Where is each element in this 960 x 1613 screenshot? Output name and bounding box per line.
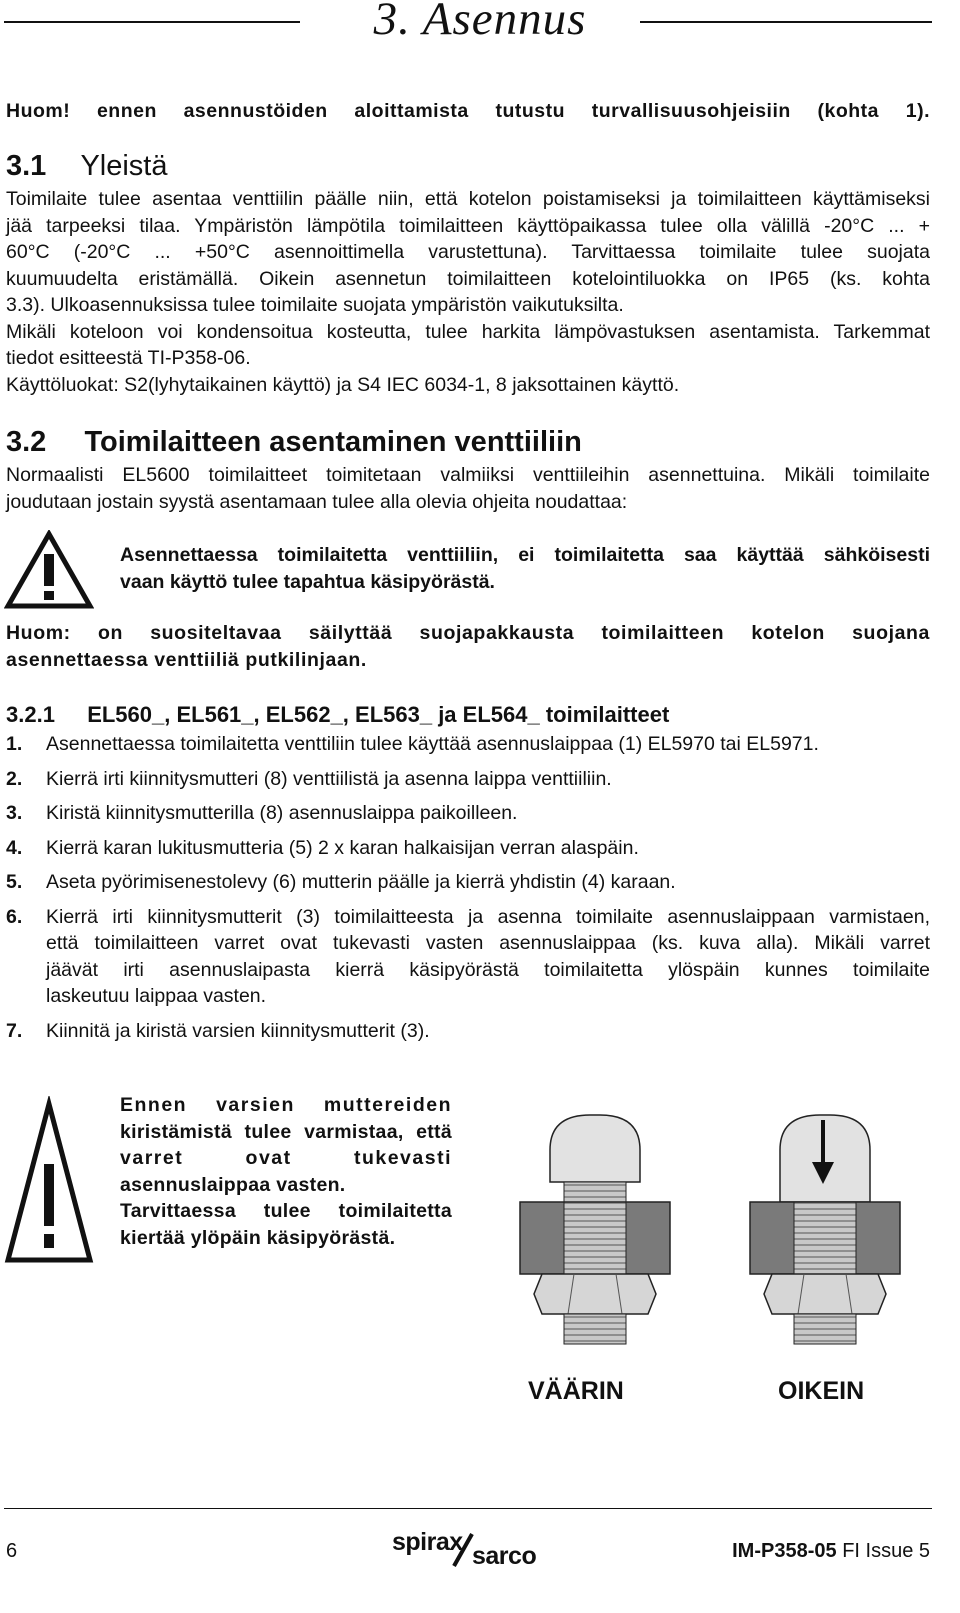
- step-text: Kiinnitä ja kiristä varsien kiinnitysmutterit (3).: [46, 1019, 430, 1042]
- step-text: että toimilaitteen varret ovat tukevasti vasten asennuslaippaa (ks. kuva alla). Mikäli varret: [46, 932, 930, 954]
- step-item: [6, 800, 930, 827]
- step-text: laskeutuu laippaa vasten.: [46, 985, 267, 1007]
- paragraph-line: Käyttöluokat: S2(lyhytaikainen käyttö) ja S4 IEC 6034-1, 8 jaksottainen käyttö.: [6, 373, 680, 396]
- caution-line: varret ovat tukevasti: [120, 1147, 452, 1169]
- step-number: 4.: [6, 836, 23, 859]
- warning-line: vaan käyttö tulee tapahtua käsipyörästä.: [120, 570, 495, 593]
- step-item: [6, 835, 930, 862]
- step-text: Kierrä irti kiinnitysmutterit (3) toimilaitteesta ja asenna toimilaite asennuslaippaan varmistaen,: [46, 905, 930, 928]
- paragraph-line: tiedot esitteestä TI-P358-06.: [6, 347, 251, 369]
- page-number: 6: [6, 1540, 18, 1562]
- caution-line: asennuslaippaa vasten.: [120, 1173, 346, 1196]
- safety-notice: Huom! ennen asennustöiden aloittamista tutustu turvallisuusohjeisiin (kohta 1).: [6, 100, 930, 122]
- step-text: Kierrä karan lukitusmutteria (5) 2 x karan halkaisijan verran alaspäin.: [46, 836, 639, 859]
- page-title: 3. Asennus: [373, 0, 587, 45]
- spirax-sarco-logo: [392, 1528, 562, 1572]
- step-number: 7.: [6, 1019, 23, 1042]
- right-label: OIKEIN: [778, 1377, 865, 1405]
- paragraph-line: Normaalisti EL5600 toimilaitteet toimitetaan valmiiksi venttiileihin asennettuina. Mikäli toimilaite: [6, 464, 930, 486]
- section-title: Toimilaitteen asentaminen venttiiliin: [84, 426, 582, 458]
- note-text: [6, 620, 930, 673]
- footer-rule: [4, 1508, 932, 1509]
- section-3-2-1-heading: [6, 702, 669, 728]
- section-number: 3.2: [6, 426, 47, 458]
- caution-text: [120, 1092, 452, 1251]
- right-assembly-drawing: [750, 1115, 900, 1344]
- install-steps-list: [6, 731, 930, 1044]
- caution-line: Ennen varsien muttereiden: [120, 1094, 452, 1116]
- issue: FI Issue 5: [842, 1540, 930, 1562]
- warning-text: [120, 542, 930, 595]
- step-number: 2.: [6, 767, 23, 790]
- note-line: asennettaessa venttiiliä putkilinjaan.: [6, 648, 367, 671]
- wrong-assembly-drawing: [520, 1115, 670, 1344]
- step-item: [6, 869, 930, 896]
- step-number: 3.: [6, 802, 23, 824]
- step-item: [6, 766, 930, 793]
- logo-word-spirax: spirax: [392, 1528, 463, 1556]
- doc-ref: IM-P358-05: [732, 1540, 837, 1562]
- caution-line: kiertää ylöpäin käsipyörästä.: [120, 1226, 396, 1249]
- paragraph-line: jää tarpeeksi tilaa. Ympäristön lämpötila toimilaitteen käyttöpaikassa tulee olla välillä -20°C ... +: [6, 214, 930, 237]
- step-text: Kierrä irti kiinnitysmutteri (8) venttiilistä ja asenna laippa venttiiliin.: [46, 767, 612, 790]
- wrong-label: VÄÄRIN: [528, 1377, 624, 1405]
- paragraph-line: Toimilaite tulee asentaa venttiilin päälle niin, että kotelon poistamiseksi ja toimilaitteen käyttämiseksi: [6, 188, 930, 210]
- section-3-2-body: [6, 462, 930, 515]
- caution-triangle-icon: [4, 1096, 94, 1268]
- step-number: 5.: [6, 871, 23, 893]
- step-number: 1.: [6, 733, 23, 755]
- logo-word-sarco: sarco: [472, 1542, 537, 1570]
- caution-line: Tarvittaessa tulee toimilaitetta: [120, 1200, 452, 1222]
- section-number: 3.1: [6, 150, 47, 182]
- step-item: [6, 904, 930, 1010]
- paragraph-line: Mikäli koteloon voi kondensoitua kosteutta, tulee harkita lämpövastuksen asentamista. Tarkemmat: [6, 320, 930, 343]
- section-number: 3.2.1: [6, 702, 55, 727]
- step-text: Kiristä kiinnitysmutterilla (8) asennuslaippa paikoilleen.: [46, 802, 518, 824]
- warning-triangle-icon: [4, 530, 94, 610]
- warning-line: Asennettaessa toimilaitetta venttiiliin, ei toimilaitetta saa käyttää sähköisesti: [120, 544, 930, 566]
- note-line: Huom: on suositeltavaa säilyttää suojapakkausta toimilaitteen kotelon suojana: [6, 622, 930, 644]
- section-title: EL560_, EL561_, EL562_, EL563_ ja EL564_ toimilaitteet: [87, 702, 670, 727]
- step-number: 6.: [6, 905, 23, 928]
- paragraph-line: 3.3). Ulkoasennuksissa tulee toimilaite suojata ympäristön vaikutuksilta.: [6, 294, 624, 316]
- step-text: jäävät irti asennuslaipasta kierrä käsipyörästä toimilaitetta ylöspäin kunnes toimilaite: [46, 958, 930, 981]
- section-3-2-heading: [6, 426, 582, 459]
- section-3-1-heading: [6, 150, 168, 183]
- section-3-1-body: [6, 186, 930, 398]
- step-item: [6, 731, 930, 758]
- step-text: Aseta pyörimisenestolevy (6) mutterin päälle ja kierrä yhdistin (4) karaan.: [46, 871, 676, 893]
- caution-line: kiristämistä tulee varmistaa, että: [120, 1120, 452, 1143]
- mounting-illustration: [510, 1110, 930, 1350]
- section-title: Yleistä: [80, 150, 168, 182]
- logo-swoosh-icon: [450, 1530, 480, 1570]
- paragraph-line: 60°C (-20°C ... +50°C asennoittimella varustettuna). Tarvittaessa toimilaite tulee suojata: [6, 241, 930, 263]
- paragraph-line: joudutaan jostain syystä asentamaan tulee alla olevia ohjeita noudattaa:: [6, 490, 628, 513]
- step-item: [6, 1018, 930, 1045]
- paragraph-line: kuumuudelta eristämällä. Oikein asennetun toimilaitteen kotelointiluokka on IP65 (ks. kohta: [6, 267, 930, 290]
- document-reference: [700, 1540, 930, 1563]
- step-text: Asennettaessa toimilaitetta venttiliin tulee käyttää asennuslaippaa (1) EL5970 tai EL5971.: [46, 733, 819, 755]
